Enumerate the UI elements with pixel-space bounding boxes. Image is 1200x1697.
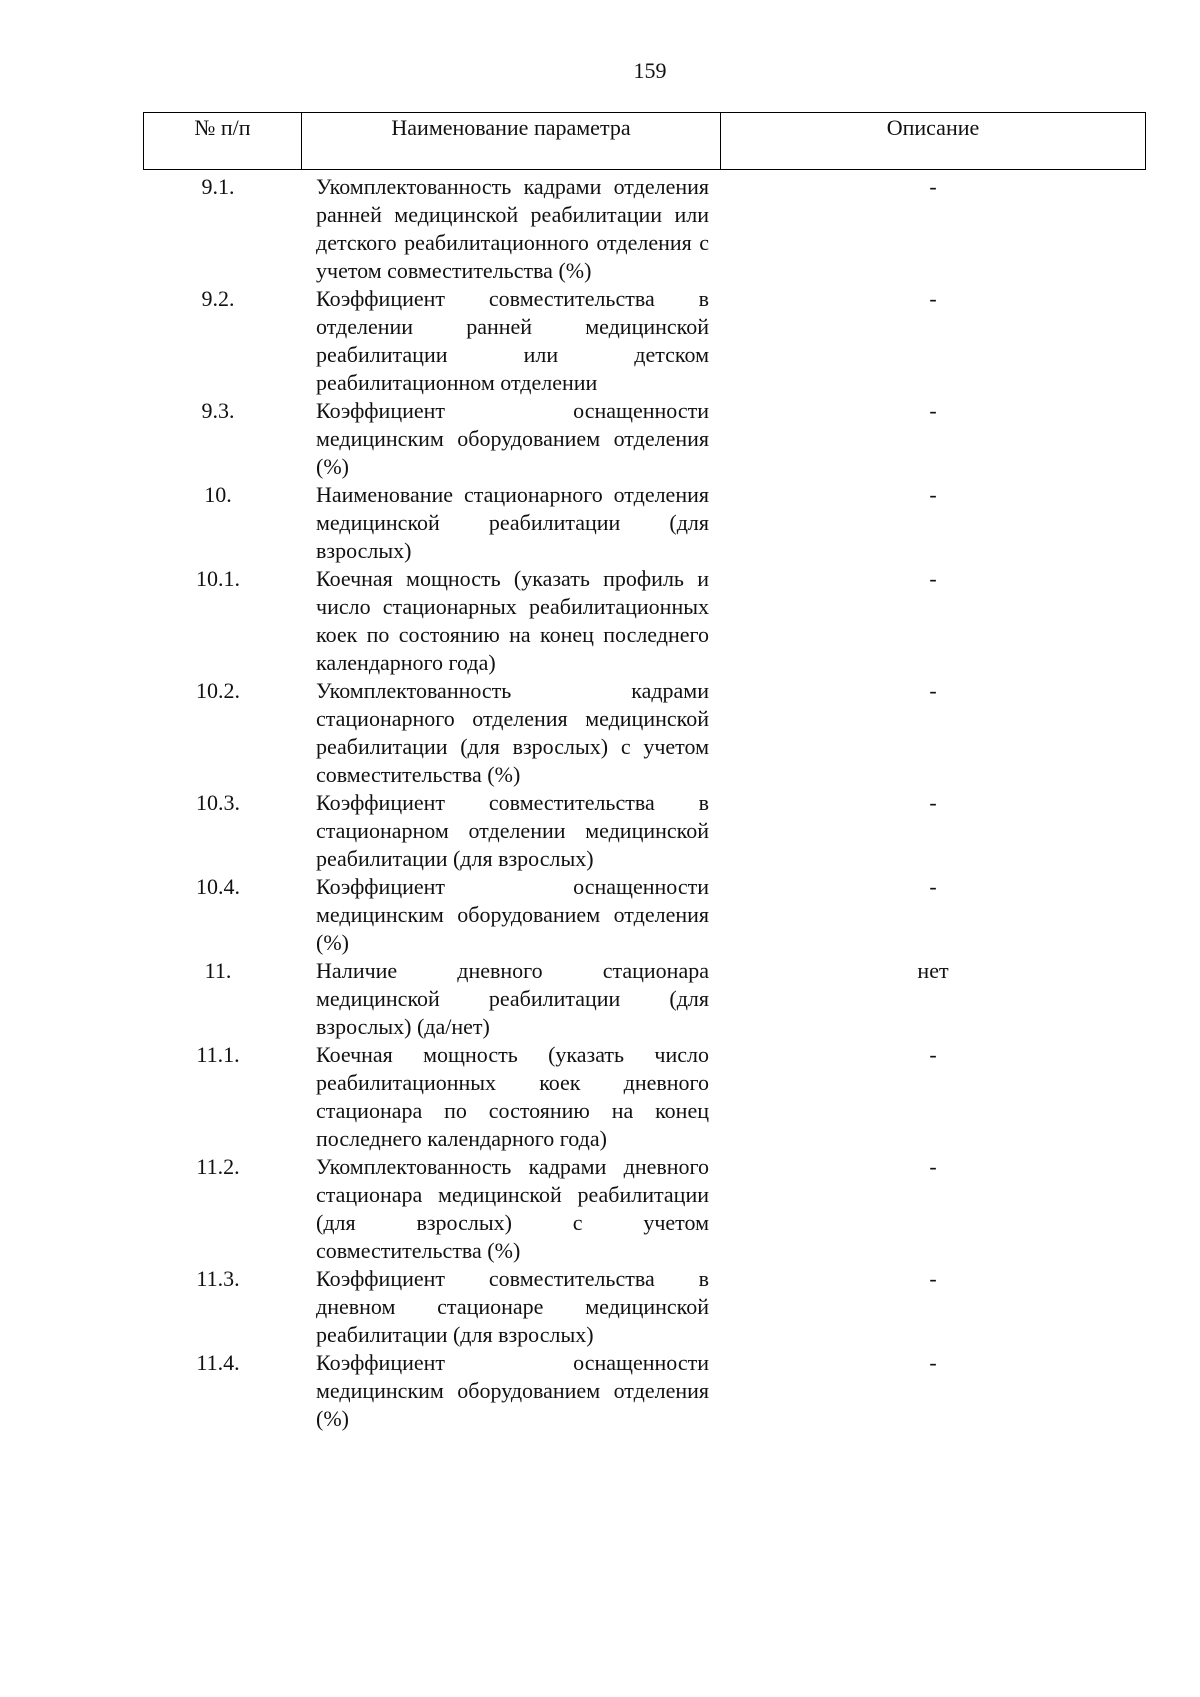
row-param: Коэффициент оснащенности медицинским оборудованием отделения (%): [316, 398, 709, 479]
row-param: Укомплектованность кадрами дневного стационара медицинской реабилитации (для взрослых) с учетом совместительства (%): [316, 1154, 709, 1263]
row-num: 11.: [204, 958, 232, 983]
row-desc: -: [929, 286, 937, 311]
row-num: 11.2.: [196, 1154, 240, 1179]
row-num: 11.3.: [196, 1266, 240, 1291]
table-row: [143, 873, 1146, 957]
table-row: [143, 481, 1146, 565]
table-body: [143, 173, 1146, 1433]
row-desc: -: [929, 174, 937, 199]
row-desc: -: [929, 1266, 937, 1291]
row-num: 11.4.: [196, 1350, 240, 1375]
row-param: Коечная мощность (указать число реабилитационных коек дневного стационара по состоянию на конец последнего календарного года): [316, 1042, 709, 1151]
row-num: 10.3.: [196, 790, 240, 815]
row-param: Коэффициент оснащенности медицинским оборудованием отделения (%): [316, 1350, 709, 1431]
table-row: [143, 1349, 1146, 1433]
row-desc: -: [929, 482, 937, 507]
row-desc: -: [929, 678, 937, 703]
row-num: 10.: [204, 482, 232, 507]
row-param: Коэффициент совместительства в дневном стационаре медицинской реабилитации (для взрослых): [316, 1266, 709, 1347]
table-row: [143, 789, 1146, 873]
table-row: [143, 1265, 1146, 1349]
row-num: 11.1.: [196, 1042, 240, 1067]
table-row: [143, 677, 1146, 789]
row-desc: -: [929, 398, 937, 423]
header-num: № п/п: [144, 113, 302, 169]
row-num: 9.2.: [201, 286, 235, 311]
row-param: Коэффициент совместительства в отделении ранней медицинской реабилитации или детском реабилитационном отделении: [316, 286, 709, 395]
row-desc: -: [929, 1042, 937, 1067]
row-param: Коэффициент совместительства в стационарном отделении медицинской реабилитации (для взрослых): [316, 790, 709, 871]
row-param: Укомплектованность кадрами стационарного отделения медицинской реабилитации (для взрослых) с учетом совместительства (%): [316, 678, 709, 787]
row-num: 10.1.: [196, 566, 240, 591]
row-param: Коечная мощность (указать профиль и число стационарных реабилитационных коек по состоянию на конец последнего календарного года): [316, 566, 709, 675]
row-num: 10.4.: [196, 874, 240, 899]
table-row: [143, 1041, 1146, 1153]
table-header: [143, 112, 1146, 170]
row-desc: -: [929, 1350, 937, 1375]
header-desc: Описание: [886, 115, 980, 140]
row-num: 9.3.: [201, 398, 235, 423]
row-desc: -: [929, 566, 937, 591]
header-param: Наименование параметра: [302, 113, 721, 169]
table-row: [143, 285, 1146, 397]
row-param: Укомплектованность кадрами отделения ранней медицинской реабилитации или детского реабилитационного отделения с учетом совместительства (%): [316, 174, 709, 283]
row-num: 10.2.: [196, 678, 240, 703]
table-row: [143, 957, 1146, 1041]
table-row: [143, 397, 1146, 481]
row-desc: -: [929, 874, 937, 899]
table-row: [143, 565, 1146, 677]
row-desc: -: [929, 1154, 937, 1179]
row-param: Наименование стационарного отделения медицинской реабилитации (для взрослых): [316, 482, 709, 563]
page-number: 159: [633, 58, 667, 83]
table-row: [143, 1153, 1146, 1265]
row-num: 9.1.: [201, 174, 235, 199]
row-desc: -: [929, 790, 937, 815]
row-param: Коэффициент оснащенности медицинским оборудованием отделения (%): [316, 874, 709, 955]
row-param: Наличие дневного стационара медицинской реабилитации (для взрослых) (да/нет): [316, 958, 709, 1039]
row-desc: нет: [917, 958, 949, 983]
table-row: [143, 173, 1146, 285]
